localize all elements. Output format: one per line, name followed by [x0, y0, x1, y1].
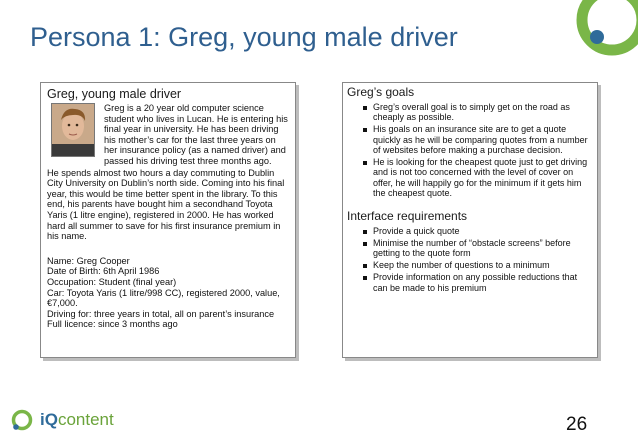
fact-occupation: Occupation: Student (final year) [47, 276, 177, 287]
goals-list [347, 102, 593, 199]
brand-suffix: content [57, 410, 114, 429]
slide-title: Persona 1: Greg, young male driver [30, 22, 458, 52]
persona-heading: Greg, young male driver [47, 87, 182, 101]
persona-background: He spends almost two hours a day commuting to Dublin City University on Dublin’s north side. Coming into his final year, this would be time better spent in the library. To this end, his parents have bought him a secondhand Toyota Yaris (1 litre engine), registered in 2000. He has worked hard all summer to save for his first insurance premium in his name. [47, 167, 285, 242]
persona-photo [51, 103, 95, 157]
persona-intro: Greg is a 20 year old computer science student who lives in Lucan. He is entering his final year in university. He has been driving his mother’s car for the last three years on her insurance policy (as a named driver) and passed his driving test three months ago. [104, 103, 288, 166]
interface-heading: Interface requirements [347, 209, 468, 224]
iqcontent-logo-icon [10, 408, 34, 432]
persona-facts [47, 256, 289, 330]
fact-full-licence: Full licence: since 3 months ago [47, 319, 178, 330]
persona-intro-block [47, 103, 289, 167]
list-item: Provide information on any possible reductions that can be made to his premium [363, 272, 593, 293]
fact-name: Name: Greg Cooper [47, 255, 130, 266]
list-item: Greg’s overall goal is to simply get on the road as cheaply as possible. [363, 102, 593, 123]
goals-heading: Greg’s goals [347, 85, 415, 99]
fact-car: Car: Toyota Yaris (1 litre/998 CC), registered 2000, value, €7,000. [47, 287, 280, 309]
fact-driving-for: Driving for: three years in total, all on parent’s insurance [47, 308, 275, 319]
page-number: 26 [566, 414, 588, 435]
list-item: Provide a quick quote [363, 226, 593, 236]
list-item: His goals on an insurance site are to get a quote quickly as he will be comparing quotes from a number of websites before making a purchase decision. [363, 124, 593, 155]
brand-prefix: iQ [40, 410, 58, 429]
list-item: Minimise the number of “obstacle screens” before getting to the quote form [363, 238, 593, 259]
goals-requirements-panel [342, 82, 598, 358]
brand-name [40, 410, 114, 430]
fact-date-of-birth: Date of Birth: 6th April 1986 [47, 266, 160, 277]
list-item: He is looking for the cheapest quote just to get driving and is not too concerned with the level of cover on offer, he will happily go for the minimum if it gets him the cheapest quote. [363, 157, 593, 199]
green-ring-logo-icon [574, 0, 638, 58]
list-item: Keep the number of questions to a minimum [363, 260, 593, 270]
iqcontent-logo [10, 408, 114, 432]
persona-profile-panel [40, 82, 296, 358]
interface-requirements-list [347, 226, 593, 293]
